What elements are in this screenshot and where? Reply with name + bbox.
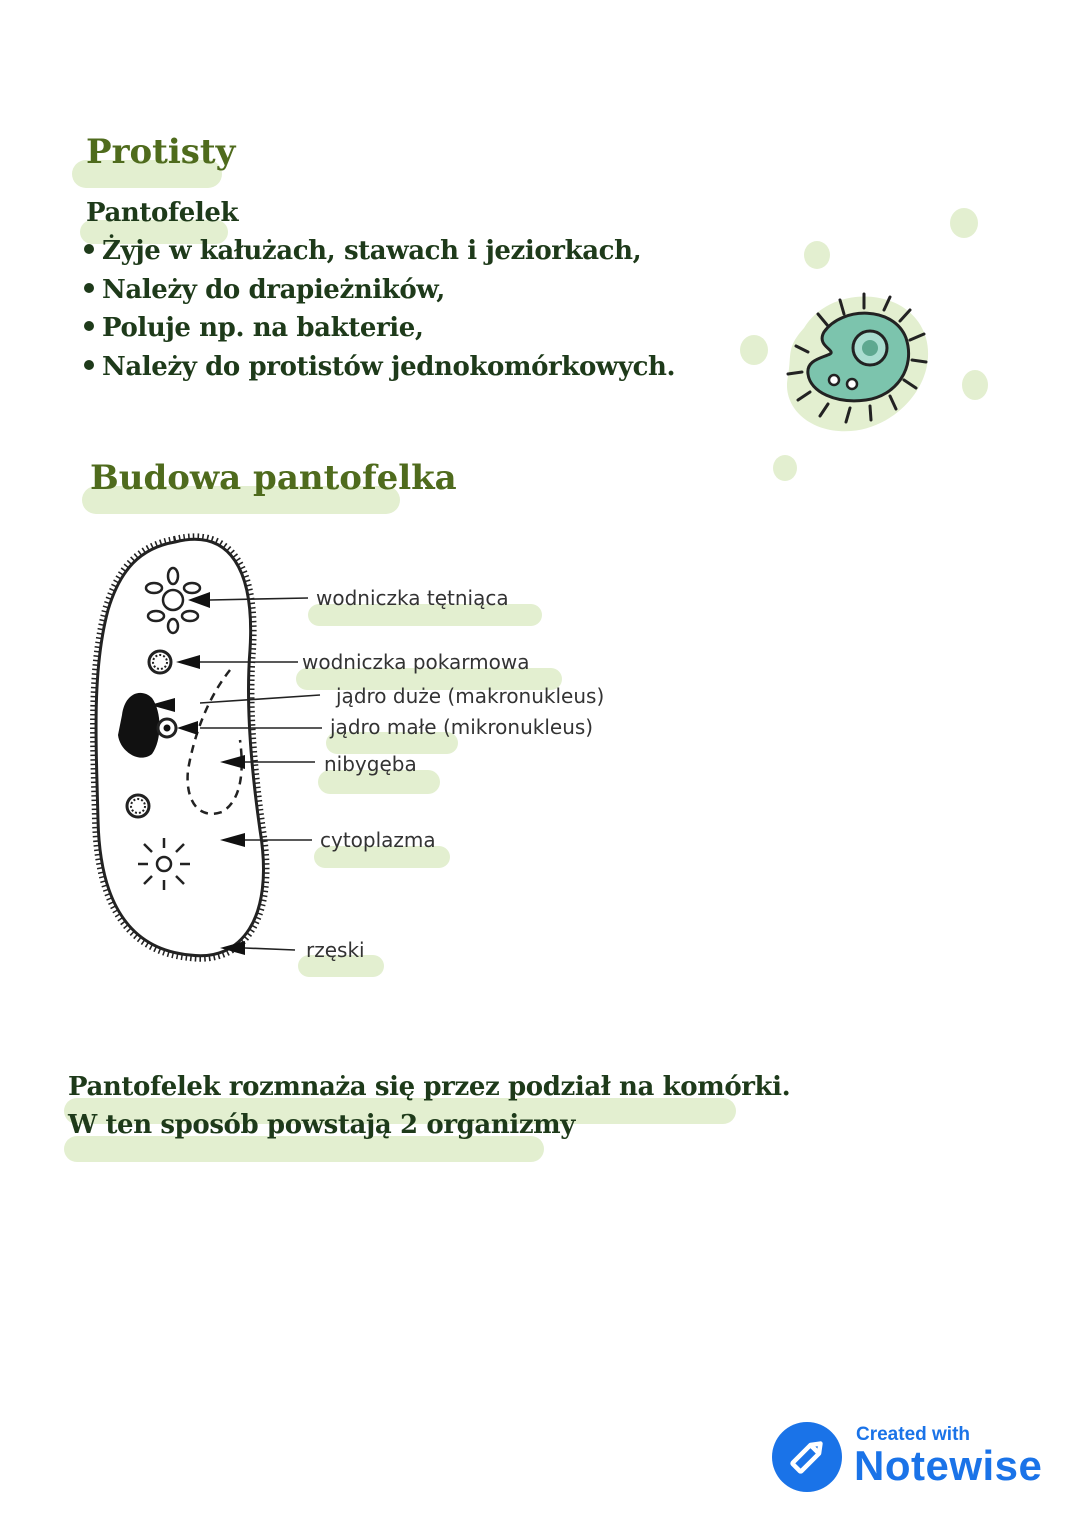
- structure-title: Budowa pantofelka: [90, 458, 457, 498]
- intro-bullet-3: Poluje np. na bakterie,: [84, 313, 424, 343]
- label-cytoplasm: cytoplazma: [320, 828, 436, 852]
- pen-icon-circle: [772, 1422, 842, 1492]
- bullet-dot: [84, 283, 94, 293]
- bullet-dot: [84, 244, 94, 254]
- notewise-brand: Notewise: [854, 1442, 1043, 1489]
- intro-subtitle: Pantofelek: [86, 198, 239, 228]
- microbe-icon: [776, 288, 936, 438]
- page-title: Protisty: [86, 132, 236, 172]
- bullet-dot: [84, 360, 94, 370]
- decor-dot: [740, 335, 768, 365]
- label-macronucleus: jądro duże (makronukleus): [336, 684, 605, 708]
- label-oral-groove: nibygęba: [324, 752, 417, 776]
- decor-dot: [773, 455, 797, 481]
- reproduction-line-2: W ten sposób powstają 2 organizmy: [68, 1110, 576, 1140]
- label-contractile-vacuole: wodniczka tętniąca: [316, 586, 509, 610]
- decor-dot: [962, 370, 988, 400]
- decor-dot: [950, 208, 978, 238]
- label-cilia: rzęski: [306, 938, 365, 962]
- bullet-dot: [84, 321, 94, 331]
- intro-bullet-2: Należy do drapieżników,: [84, 275, 445, 305]
- label-micronucleus: jądro małe (mikronukleus): [330, 715, 594, 739]
- notewise-badge[interactable]: [772, 1420, 1062, 1494]
- decor-dot: [804, 241, 830, 269]
- intro-bullet-1: Żyje w kałużach, stawach i jeziorkach,: [84, 236, 641, 266]
- created-with-label: Created with: [856, 1424, 971, 1445]
- intro-bullet-4: Należy do protistów jednokomórkowych.: [84, 352, 675, 382]
- reproduction-line-1: Pantofelek rozmnaża się przez podział na komórki.: [68, 1072, 791, 1102]
- pen-icon: [772, 1422, 842, 1492]
- label-food-vacuole: wodniczka pokarmowa: [302, 650, 530, 674]
